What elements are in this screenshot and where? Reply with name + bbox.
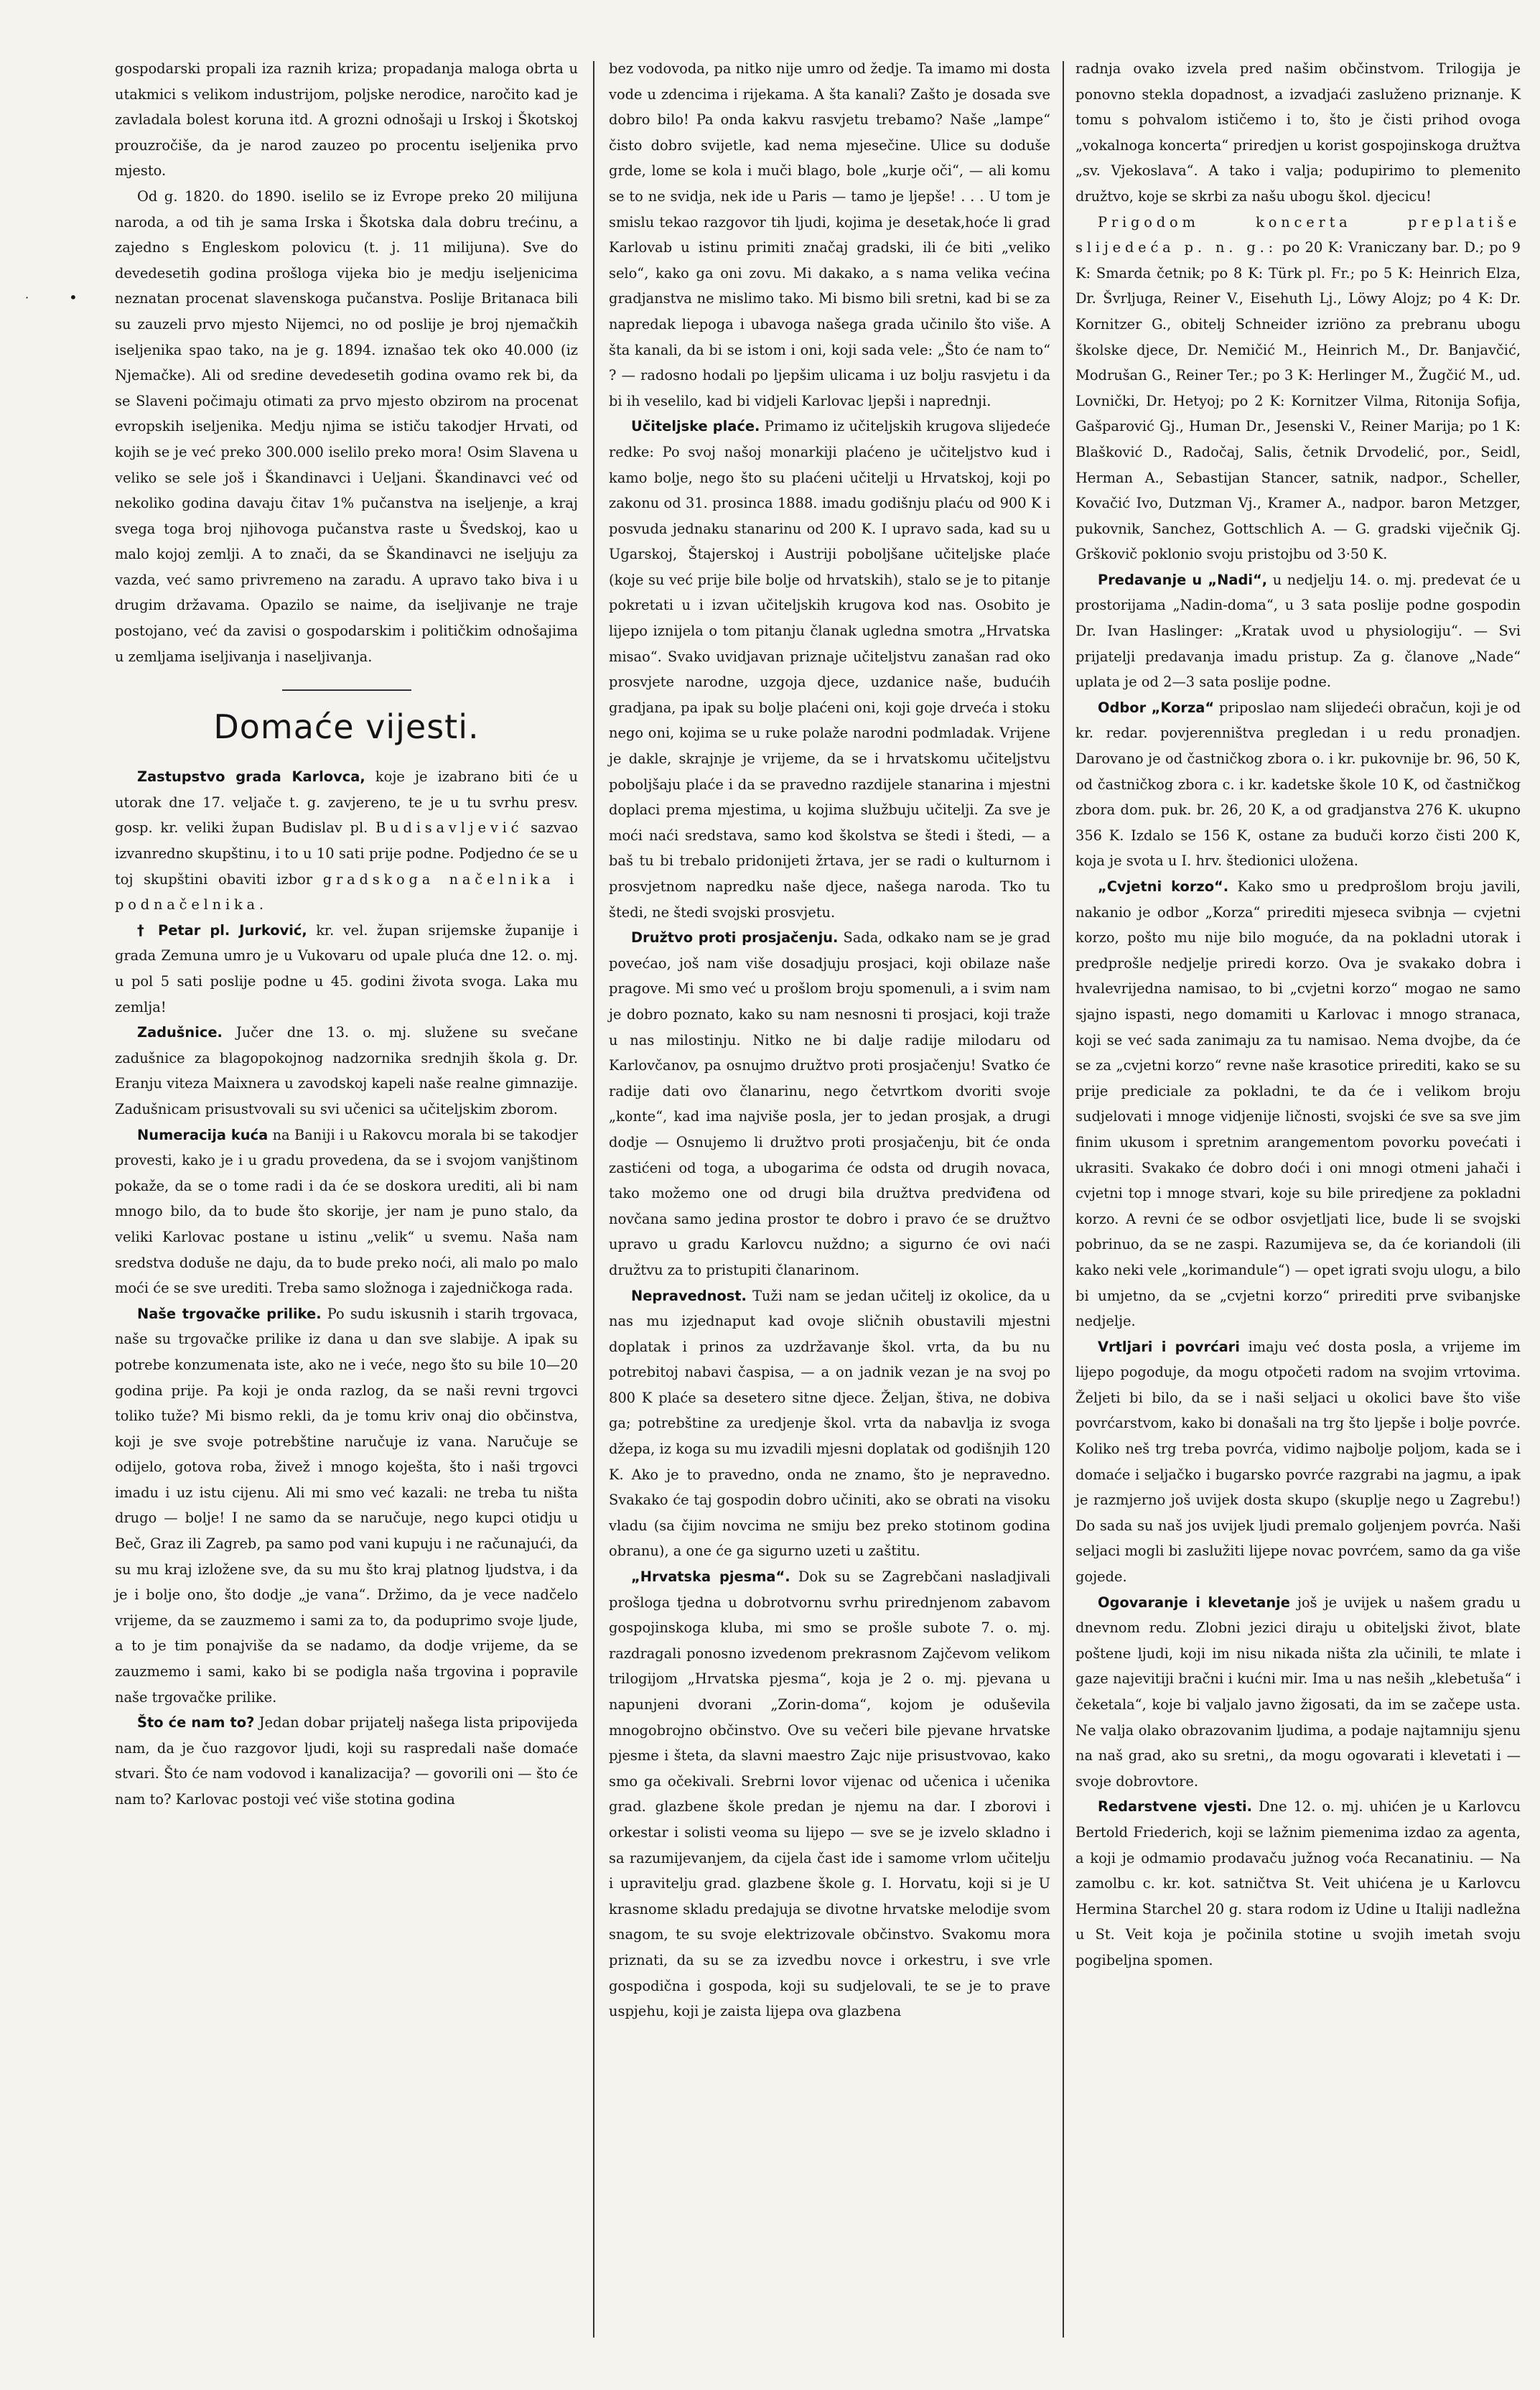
news-heading: Učiteljske plaće. — [631, 418, 760, 435]
news-text-spaced: gradskoga načelnika i podnačelnika. — [115, 870, 579, 913]
margin-mark: • — [69, 289, 78, 306]
news-item — [115, 1301, 578, 1711]
news-text: na Baniji i u Rakovcu morala bi se takodjer provesti, kako je i u gradu provedena, da se i svojom vanjštinom pokaže, da se o tome radi i da će se doskora urediti, ali bi nam mnogo bilo, da to bude što skorije, jer nam je puno stalo, da veliki Karlovac postane u istinu „velik“ u svemu. Naša nam sredstva doduše ne daju, da to bude preko noći, ali malo po malo moći će se sve urediti. Treba samo složnoga i zajedničkoga rada. — [115, 1126, 578, 1297]
news-text: sazvao izvanredno skupštinu, i to u 10 sati prije podne. Podjedno će se u toj skupštini obaviti izbor — [115, 819, 578, 888]
news-item — [1075, 1590, 1521, 1795]
column-2 — [609, 56, 1050, 2024]
news-text: po 20 K: Vraniczany bar. D.; po 9 K: Smarda četnik; po 8 K: Türk pl. Fr.; po 5 K: Heinrich Elza, Dr. Švrljuga, Reiner V., Eisehuth Lj., Löwy Alojz; po 4 K: Dr. Kornitzer G., obitelj Schneider izriöno za prebranu ubogu školske djece, Dr. Nemičić M., Heinrich M., Dr. Banjavčić, Modrušan G., Reiner Ter.; po 3 K: Herlinger M., Žugčić M., ud. Lovnički, Dr. Hetyoj; po 2 K: Kornitzer Vilma, Ritonija Sofija, Gašparović Gj., Human Dr., Jesenski V., Reiner Marija; po 1 K: Blašković D., Radočaj, Salis, četnik Drvodelić, por., Seidl, Herman A., Sebastijan Stancer, satnik, nadpor., Scheller, Kovačić Ivo, Dutzman Vj., Kramer A., nadpor. baron Metzger, pukovnik, Sanchez, Gottschlich A. — G. gradski viječnik Gj. Grškovič poklonio svoju pristojbu od 3·50 K. — [1075, 239, 1521, 563]
news-heading: Zastupstvo grada Karlovca, — [137, 768, 365, 786]
news-text: Kako smo u predprošlom broju javili, nakanio je odbor „Korza“ prirediti mjeseca svibnja — cvjetni korzo, pošto mu nije bilo moguće, da na pokladni utorak i predprošle nedjelje priredi korzo. Ova je svakako dobra i hvalevrijedna namisao, to bi „cvjetni korzo“ mogao ne samo sjajno ispasti, nego domamiti u Karlovac i mnogo stranaca, koji se već sada zanimaju za tu namisao. Nema dvojbe, da će se za „cvjetni korzo“ revne naše krasotice prirediti, kako se su prije prediciale za pokladni, te da će i velikom broju sudjelovati i mnoge vidjenije ličnosti, svojski će sve sa sve jim finim ukusom i spretnim arangementom povorku povećati i ukrasiti. Svakako će dobro doći i oni mnogi otmeni jahači i cvjetni top i mnoge stvari, koje su bile priredjene za pokladni korzo. A revni će se odbor osvjetljati lice, bude li se svojski pobrinuo, da se ne zaspi. Razumijeva se, da će koriandoli (ili kako neki vele „korimandule“) — opet igrati svoju ulogu, a bilo bi umjetno, da se „cvjetni korzo“ prirediti prve svibanjske nedjelje. — [1075, 878, 1521, 1330]
news-item — [609, 1283, 1050, 1565]
news-heading: Odbor „Korza“ — [1098, 699, 1215, 716]
news-heading: „Cvjetni korzo“. — [1098, 878, 1229, 895]
news-text: Sada, odkako nam se je grad povećao, još nam više dosadjuju prosjaci, koji obilaze naše pragove. Mi smo već u prošlom broju spomenuli, a i svim nam je dobro poznato, kako su nam nesnosni ti prosjaci, koji traže u nas milostinju. Nitko ne bi dalje radije milodaru od Karlovčanov, pa osnujmo družtvo proti prosjačenju! Svatko će radije dati ovo članarinu, nego četvrtkom dvoriti svoje „konte“, kad ima najviše posla, jer to jedan prosjak, a drugi dodje — Osnujemo li družtvo proti prosjačenju, bit će onda zastićeni od toga, a ubogarima će odsta od drugih novaca, tako možemo one od drugi bila družtva predviđena od novčana samo jedina prostor te dobro i pravo će se družtvo upravo u gradu Karlovcu nuždno; a sigurno će ovi naći družtvu za to pristupiti članarinom. — [609, 929, 1050, 1278]
news-text: priposlao nam slijedeći obračun, koji je od kr. redar. povjerenništva pregledan i u redu pronadjen. Darovano je od častničkog zbora o. i kr. pukovnije br. 96, 50 K, od častničkog zbora c. i kr. kadetske škole 10 K, od častničkog zbora dom. puk. br. 26, 20 K, a od gradjanstva 276 K. ukupno 356 K. Izdalo se 156 K, ostane za buduči korzo čisti 200 K, koja je svota u I. hrv. štedionici uložena. — [1075, 699, 1521, 870]
column-1 — [115, 56, 578, 1813]
news-heading: Nepravednost. — [631, 1287, 747, 1304]
news-item — [115, 1020, 578, 1122]
news-text: Dok su se Zagrebčani nasladjivali prošloga tjedna u dobrotvornu svrhu prirednjenom zabavom gospojinskoga kluba, mi smo se prošle subote 7. o. mj. razdragali ponosno izvedenom prekrasnom Zajčevom velikom trilogijom „Hrvatska pjesma“, koja je 2 o. mj. pjevana u napunjeni dvorani „Zorin-doma“, kojom je oduševila mnogobrojno občinstvo. Ove su večeri bile pjevane hrvatske pjesme i šteta, da slavni maestro Zajc nije prisustvovao, kako smo ga očekivali. Srebrni lovor vijenac od učenica i učenika grad. glazbene škole predan je njemu na dar. I zborovi i orkestar i solisti veoma su lijepo — sve se je izvelo skladno i sa razumijevanjem, da cijela čast ide i samome vrlom učitelju i upravitelju grad. glazbene škole g. I. Horvatu, koji si je U krasnome skladu predajuja se divotne hrvatske melodije svom snagom, te su svoje elektrizovale občinstvo. Svakomu mora priznati, da su se za izvedbu novce i orkestru, i sve vrle gospodična i gospoda, koji su sudjelovali, te se je to prave uspjehu, koji je zaista lijepa ova glazbena — [609, 1568, 1051, 2020]
column-3 — [1075, 56, 1521, 1973]
news-item — [1075, 874, 1521, 1334]
column-rule-left — [593, 61, 594, 2338]
news-item — [1075, 1334, 1521, 1590]
paragraph: radnja ovako izvela pred našim občinstvom. Trilogija je ponovno stekla dopadnost, a izvadjaći zasluženo priznanje. K tomu s pohvalom ističemo i to, što je čisti prihod ovoga „vokalnoga koncerta“ priredjen u korist gospojinskoga družtva „sv. Vjekoslava“. A tako i valja; podupirimo to plemenito družtvo, koje se skrbi za našu ubogu škol. djecicu! — [1075, 60, 1521, 205]
column-rule-right — [1063, 61, 1064, 2338]
news-text-spaced: Prigodom koncerta preplatiše slijedeća p. n. g.: — [1075, 213, 1521, 256]
news-item — [609, 1564, 1050, 2024]
news-heading: Redarstvene vjesti. — [1098, 1798, 1253, 1815]
news-text: u nedjelju 14. o. mj. predevat će u prostorijama „Nadin-doma“, u 3 sata poslije podne gospodin Dr. Ivan Haslinger: „Kratak uvod u physiologiju“. — Svi prijatelji predavanja imadu pristup. Za g. članove „Nade“ uplata je od 2—3 sata poslije podne. — [1075, 571, 1521, 691]
news-heading: Vrtljari i povrćari — [1098, 1338, 1240, 1355]
person-name: Budisavljević — [375, 819, 523, 837]
news-item — [1075, 567, 1521, 695]
news-heading: Što će nam to? — [137, 1714, 255, 1731]
news-text: Jedan dobar prijatelj našega lista pripovijeda nam, da je čuo razgovor ljudi, koji su raspredali naše domaće stvari. Što će nam vodovod i kanalizacija? — govorili oni — što će nam to? Karlovac postoji već više stotina godina — [115, 1714, 578, 1808]
news-heading: Družtvo proti prosjačenju. — [631, 929, 839, 947]
news-text: kr. vel. župan srijemske županije i grada Zemuna umro je u Vukovaru od upale pluća dne 12. o. mj. u pol 5 sati poslije podne u 45. godini života svoga. Laka mu zemlja! — [115, 921, 578, 1015]
news-item — [115, 918, 578, 1020]
news-heading: „Hrvatska pjesma“. — [631, 1568, 790, 1586]
news-text: Primamo iz učiteljskih krugova slijedeće redke: Po svoj našoj monarkiji plaćeno je učiteljstvo kud i kamo bolje, nego što su plaćeni učitelji u Hrvatskoj, koji po zakonu od 31. prosinca 1888. imadu godišnju plaću od 900 K i posvuda jednaku stanarinu od 200 K. I upravo sada, kad su u Ugarskoj, Štajerskoj i Austriji poboljšane učiteljske plaće (koje su već prije bile bolje od hrvatskih), stalo se je to pitanje pokretati u i izvan učiteljskih krugova kod nas. Osobito je lijepo iznijela o tom pitanju članak ugledna smotra „Hrvatska misao“. Svako uvidjavan priznaje učiteljstvu zanašan rad oko prosvjete narodne, uzgoja djece, uzdanice naše, budućih gradjana, pa ipak su bolje plaćeni oni, koji goje drveća i stoku nego oni, kojima se u ruke polaže narodni podmladak. Vrijene je dakle, skrajnje je vrijeme, da se i hrvatskomu učiteljstvu poboljšaju plaće i da se pravedno razdijele stanarina i mjestni doplaci prema mjestima, u kojima službuju učitelji. Za sve je moći naći sredstava, samo kod školstva se štedi i štedi, — a baš tu bi trebalo pridonijeti žrtava, jer se radi o kulturnom i prosvjetnom napredku naše djece, našega naroda. Tko tu štedi, ne štedi svojski prosvjetu. — [609, 418, 1050, 921]
news-text: Po sudu iskusnih i starih trgovaca, naše su trgovačke prilike iz dana u dan sve slabije. A ipak su potrebe konzumenata iste, ako ne i veće, nego što su bile 10—20 godina prije. Pa koji je onda razlog, da se naši revni trgovci toliko tuže? Mi bismo rekli, da je tomu kriv onaj dio občinstva, koji je sve svoje potrebštine naručuje iz vana. Naručuje se odijelo, gotova roba, živež i mnogo koješta, što i naši trgovci imadu i uz istu cijenu. Ali mi smo već kazali: ne treba tu ništa drugo — bolje! I ne samo da se naručuje, nego kupci otidju u Beč, Graz ili Zagreb, pa samo pod vani kupuju i ne računajući, da su mu kraj izložene sve, da su mu što kraj platnog ljudstva, i da je i bolje ono, što dodje „je vana“. Držimo, da je vece nadčelo vrijeme, da se zauzmemo i sami za to, da poduprimo svoje ljude, a to je tim ponajviše da se nadamo, da dodje vrijeme, da se zauzmemo i sami, kako bi se podigla naša trgovina i popravile naše trgovačke prilike. — [115, 1305, 579, 1706]
news-item — [1075, 1794, 1521, 1973]
paragraph: bez vodovoda, pa nitko nije umro od žedje. Ta imamo mi dosta vode u zdencima i rijekama. A šta kanali? Zašto je dosada sve dobro bilo! Pa onda kakvu rasvjetu trebamo? Naše „lampe“ čisto dobro svijetle, kad nema mjesečine. Ulice su doduše grde, lome se kola i muči blago, bole „kurje oči“, — ali komu se to ne svidja, nek ide u Paris — tamo je ljepše! . . . U tom je smislu tekao razgovor tih ljudi, kojima je desetak,hoće li grad Karlovab u istinu primiti značaj gradski, ili će biti „veliko selo“, kako ga oni zovu. Mi dakako, a s nama velika većina gradjanstva ne mislimo tako. Mi bismo bili sretni, kad bi se za napredak liepoga i ubavoga našega grada učinilo što više. A šta kanali, da bi se istom i oni, koji sada vele: „Što će nam to“ ? — radosno hodali po ljepšim ulicama i uz bolju rasvjetu i da bi ih veselilo, kad bi vidjeli Karlovac ljepši i naprednji. — [609, 60, 1050, 409]
paragraph: Od g. 1820. do 1890. iselilo se iz Evrope preko 20 milijuna naroda, a od tih je sama Irska i Škotska dala dobru trećinu, a zajedno s Engleskom polovicu (t. j. 11 milijuna). Sve do devedesetih godina prošloga vijeka bio je medju iseljenicima neznatan procenat slavenskoga pučanstva. Poslije Britanaca bili su zauzeli prvo mjesto Nijemci, no od poslije je broj njemačkih iseljenika spao tako, na je g. 1894. iznašao tek oko 40.000 (iz Njemačke). Ali od sredine devedesetih godina ovamo rek bi, da se Slaveni počimaju otimati za prvo mjesto obzirom na procenat evropskih iseljenika. Medju njima se ističu takodjer Hrvati, od kojih se je već preko 300.000 iselilo preko mora! Osim Slavena u veliko se sele još i Škandinavci i Ueljani. Škandinavci već od nekoliko godina davaju čitav 1% pučanstva na iseljenje, a kraj svega toga broj njihovoga pučanstva raste u Švedskoj, kao u malo kojoj zemlji. A to znači, da se Škandinavci ne iseljuju za vazda, već samo privremeno na zaradu. A upravo tako biva i u drugim državama. Opazilo se naime, da iseljivanje ne traje postojano, već da zavisi o gospodarskim i političkim odnošajima u zemljama iseljivanja i naseljivanja. — [115, 187, 578, 665]
news-heading: † Petar pl. Jurković, — [137, 921, 307, 939]
section-title: Domaće vijesti. — [213, 707, 480, 747]
paragraph: gospodarski propali iza raznih kriza; propadanja maloga obrta u utakmici s velikom industrijom, poljske nerodice, naročito kad je zavladala bolest koruna itd. A grozni odnošaji u Irskoj i Škotskoj prouzročiše, da je narod zauzeo po procentu iseljenika prvo mjesto. — [115, 60, 578, 180]
news-item — [1075, 210, 1521, 567]
news-heading: Zadušnice. — [137, 1024, 223, 1041]
news-heading: Ogovaranje i klevetanje — [1098, 1594, 1290, 1611]
news-heading: Naše trgovačke prilike. — [137, 1305, 322, 1322]
news-heading: Numeracija kuća — [137, 1126, 269, 1143]
news-text: Tuži nam se jedan učitelj iz okolice, da u nas mu izjednaput kad ovoje sličnih obustavili mjestni doplatak i prinos za uzdržavanje škol. vrta, da bu nu potrebitoj nabavi časpisa, — a on jadnik vezan je na svoj po 800 K plaće sa desetero sitne djece. Željan, štiva, ne dobiva ga; potrebštine za uredjenje škol. vrta da nabavlja iz svoga džepa, iz koga su mu izvadili mjesni doplatak od godišnjih 120 K. Ako je to pravedno, onda ne znamo, što je nepravedno. Svakako će taj gospodin dobro učiniti, ako se obrati na visoku vladu (sa čijim novcima ne smiju bez preko stotinom godina obranu), a one će ga sigurno uzeti u zaštitu. — [609, 1287, 1050, 1560]
news-item — [115, 764, 578, 918]
news-heading: Predavanje u „Nadi“, — [1098, 571, 1268, 588]
news-item — [115, 1710, 578, 1812]
margin-mark-small: · — [25, 291, 29, 304]
news-text: još je uvijek u našem gradu u dnevnom redu. Zlobni jezici diraju u obiteljski život, blate poštene ljudi, koji im nisu nikada ništa zla učinili, te mlate i gaze najevitiji bračni i kućni mir. Ima u nas neših „klebetuša“ i čeketala“, koje bi valjalo javno žigosati, da im se začepe usta. Ne valja olako obrazovanim ljudima, a podaje najtamniju sjenu na naš grad, ako su sretni,, da mogu ogovarati i klevetati i — svoje dobrovtore. — [1075, 1594, 1521, 1790]
news-text: imaju već dosta posla, a vrijeme im lijepo pogoduje, da mogu otpočeti radom na svojim vrtovima. Željeti bi bilo, da se i naši seljaci u okolici bave što više povrćarstvom, kako bi donašali na trg što ljepše i bolje povrće. Koliko neš trg treba povrća, vidimo najbolje poljom, kada se i domaće i seljačko i bugarsko povrće razgrabi na jagmu, a ipak je razmjerno još uvijek dosta skupo (skuplje nego u Zagrebu!) Do sada su naš jos uvijek ljudi premalo goljenjem povrća. Naši seljaci mogli bi zaslužiti lijepe novac povrćem, samo da ga više gojede. — [1075, 1338, 1521, 1586]
news-item — [609, 414, 1050, 925]
separator-rule — [282, 689, 411, 691]
news-text: Jučer dne 13. o. mj. služene su svečane zadušnice za blagopokojnog nadzornika srednjih škola g. Dr. Eranju viteza Maixnera u zavodskoj kapeli naše realne gimnazije. Zadušnicam prisustvovali su svi učenici sa učiteljskim zborom. — [115, 1024, 578, 1117]
news-text: koje je izabrano biti će u utorak dne 17. veljače t. g. zavjereno, te je u tu svrhu presv. gosp. kr. veliki župan Budislav pl. — [115, 768, 578, 837]
news-item — [609, 925, 1050, 1283]
news-text: Dne 12. o. mj. uhićen je u Karlovcu Bertold Friederich, koji se lažnim piemenima izdao za agenta, a koji je odmamio prodavaču južnog voća Recanatiniu. — Na zamolbu c. kr. kot. satničtva St. Veit uhićena je u Karlovcu Hermina Starchel 20 g. stara rodom iz Udine u Italiji nadležna u St. Veit koja je počinila stotine u svojih imetah svoju pogibeljna spomen. — [1075, 1798, 1521, 1968]
news-item — [115, 1122, 578, 1301]
news-item — [1075, 695, 1521, 874]
